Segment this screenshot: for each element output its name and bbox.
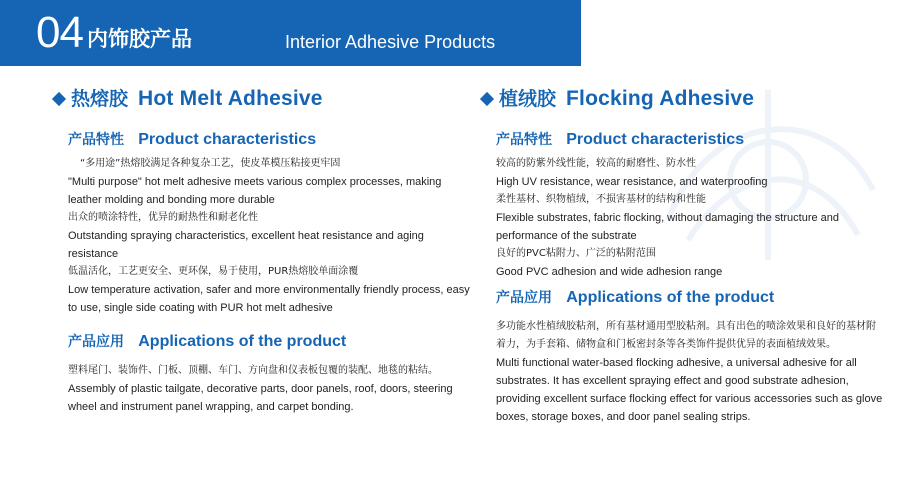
header-title-cn: 内饰胶产品 (87, 27, 192, 51)
text-line: 出众的喷涂特性，优异的耐热性和耐老化性 (68, 212, 258, 223)
text-line: 多功能水性植绒胶粘剂，所有基材通用型胶粘剂。具有出色的喷涂效果和良好的基材附着力，为手套箱、储物盒和门板密封条等各类饰件提供优异的表面植绒效果。 (496, 321, 876, 350)
applications-label-en: Applications of the product (566, 289, 775, 306)
text-line: 较高的防紫外线性能，较高的耐磨性、防水性 (496, 158, 696, 169)
text-line: Flexible substrates, fabric flocking, without damaging the structure and performance of the substrate (496, 212, 840, 242)
flocking-applications-text (496, 318, 883, 426)
applications-label-en: Applications of the product (138, 333, 347, 350)
characteristics-label-en: Product characteristics (138, 131, 317, 148)
hot-melt-title-en: Hot Melt Adhesive (138, 87, 323, 110)
hot-melt-applications-heading (68, 331, 470, 352)
text-line: Multi functional water-based flocking adhesive, a universal adhesive for all substrates. It has excellent spraying effect and good substrate adhesion, providing excellent surface flocking effect for various accessories such as glove boxes, storage boxes, and door panel sealing strips. (496, 357, 883, 423)
section-number: 04 (36, 8, 83, 57)
hot-melt-characteristics-heading (68, 129, 470, 150)
diamond-bullet-icon (52, 92, 66, 106)
flocking-column (478, 86, 883, 426)
hot-melt-applications-text (68, 362, 470, 416)
characteristics-label-cn: 产品特性 (68, 132, 124, 148)
text-line: High UV resistance, wear resistance, and waterproofing (496, 176, 768, 188)
header-band (0, 0, 581, 66)
flocking-title (478, 86, 883, 112)
header-title-en: Interior Adhesive Products (285, 32, 496, 52)
flocking-characteristics-heading (496, 129, 883, 150)
text-line: 低温活化，工艺更安全、更环保，易于使用，PUR热熔胶单面涂覆 (68, 266, 359, 277)
text-line: Assembly of plastic tailgate, decorative parts, door panels, roof, doors, steering wheel and instrument panel wrapping, and carpet bonding. (68, 383, 453, 413)
text-line: 柔性基材、织物植绒，不损害基材的结构和性能 (496, 194, 706, 205)
characteristics-label-en: Product characteristics (566, 131, 745, 148)
hot-melt-title (50, 86, 470, 112)
text-line: "Multi purpose" hot melt adhesive meets various complex processes, making leather molding and bonding more durable (68, 176, 442, 206)
text-line: Good PVC adhesion and wide adhesion range (496, 266, 723, 278)
applications-label-cn: 产品应用 (68, 334, 124, 350)
text-line: Low temperature activation, safer and more environmentally friendly process, easy to use, single side coating with PUR hot melt adhesive (68, 284, 470, 314)
hot-melt-column (50, 86, 470, 416)
characteristics-label-cn: 产品特性 (496, 132, 552, 148)
flocking-applications-heading (496, 287, 883, 308)
flocking-title-en: Flocking Adhesive (566, 87, 755, 110)
hot-melt-title-cn: 热熔胶 (71, 88, 129, 110)
applications-label-cn: 产品应用 (496, 290, 552, 306)
text-line: 塑料尾门、装饰件、门板、顶棚、车门、方向盘和仪表板包覆的装配、地毯的粘结。 (68, 365, 438, 376)
diamond-bullet-icon (480, 92, 494, 106)
flocking-title-cn: 植绒胶 (499, 88, 557, 110)
text-line: “多用途”热熔胶满足各种复杂工艺，使皮革模压粘接更牢固 (80, 158, 341, 169)
flocking-characteristics-text (496, 155, 883, 281)
text-line: Outstanding spraying characteristics, excellent heat resistance and aging resistance (68, 230, 424, 260)
hot-melt-characteristics-text (68, 155, 470, 317)
text-line: 良好的PVC粘附力、广泛的粘附范围 (496, 248, 656, 259)
